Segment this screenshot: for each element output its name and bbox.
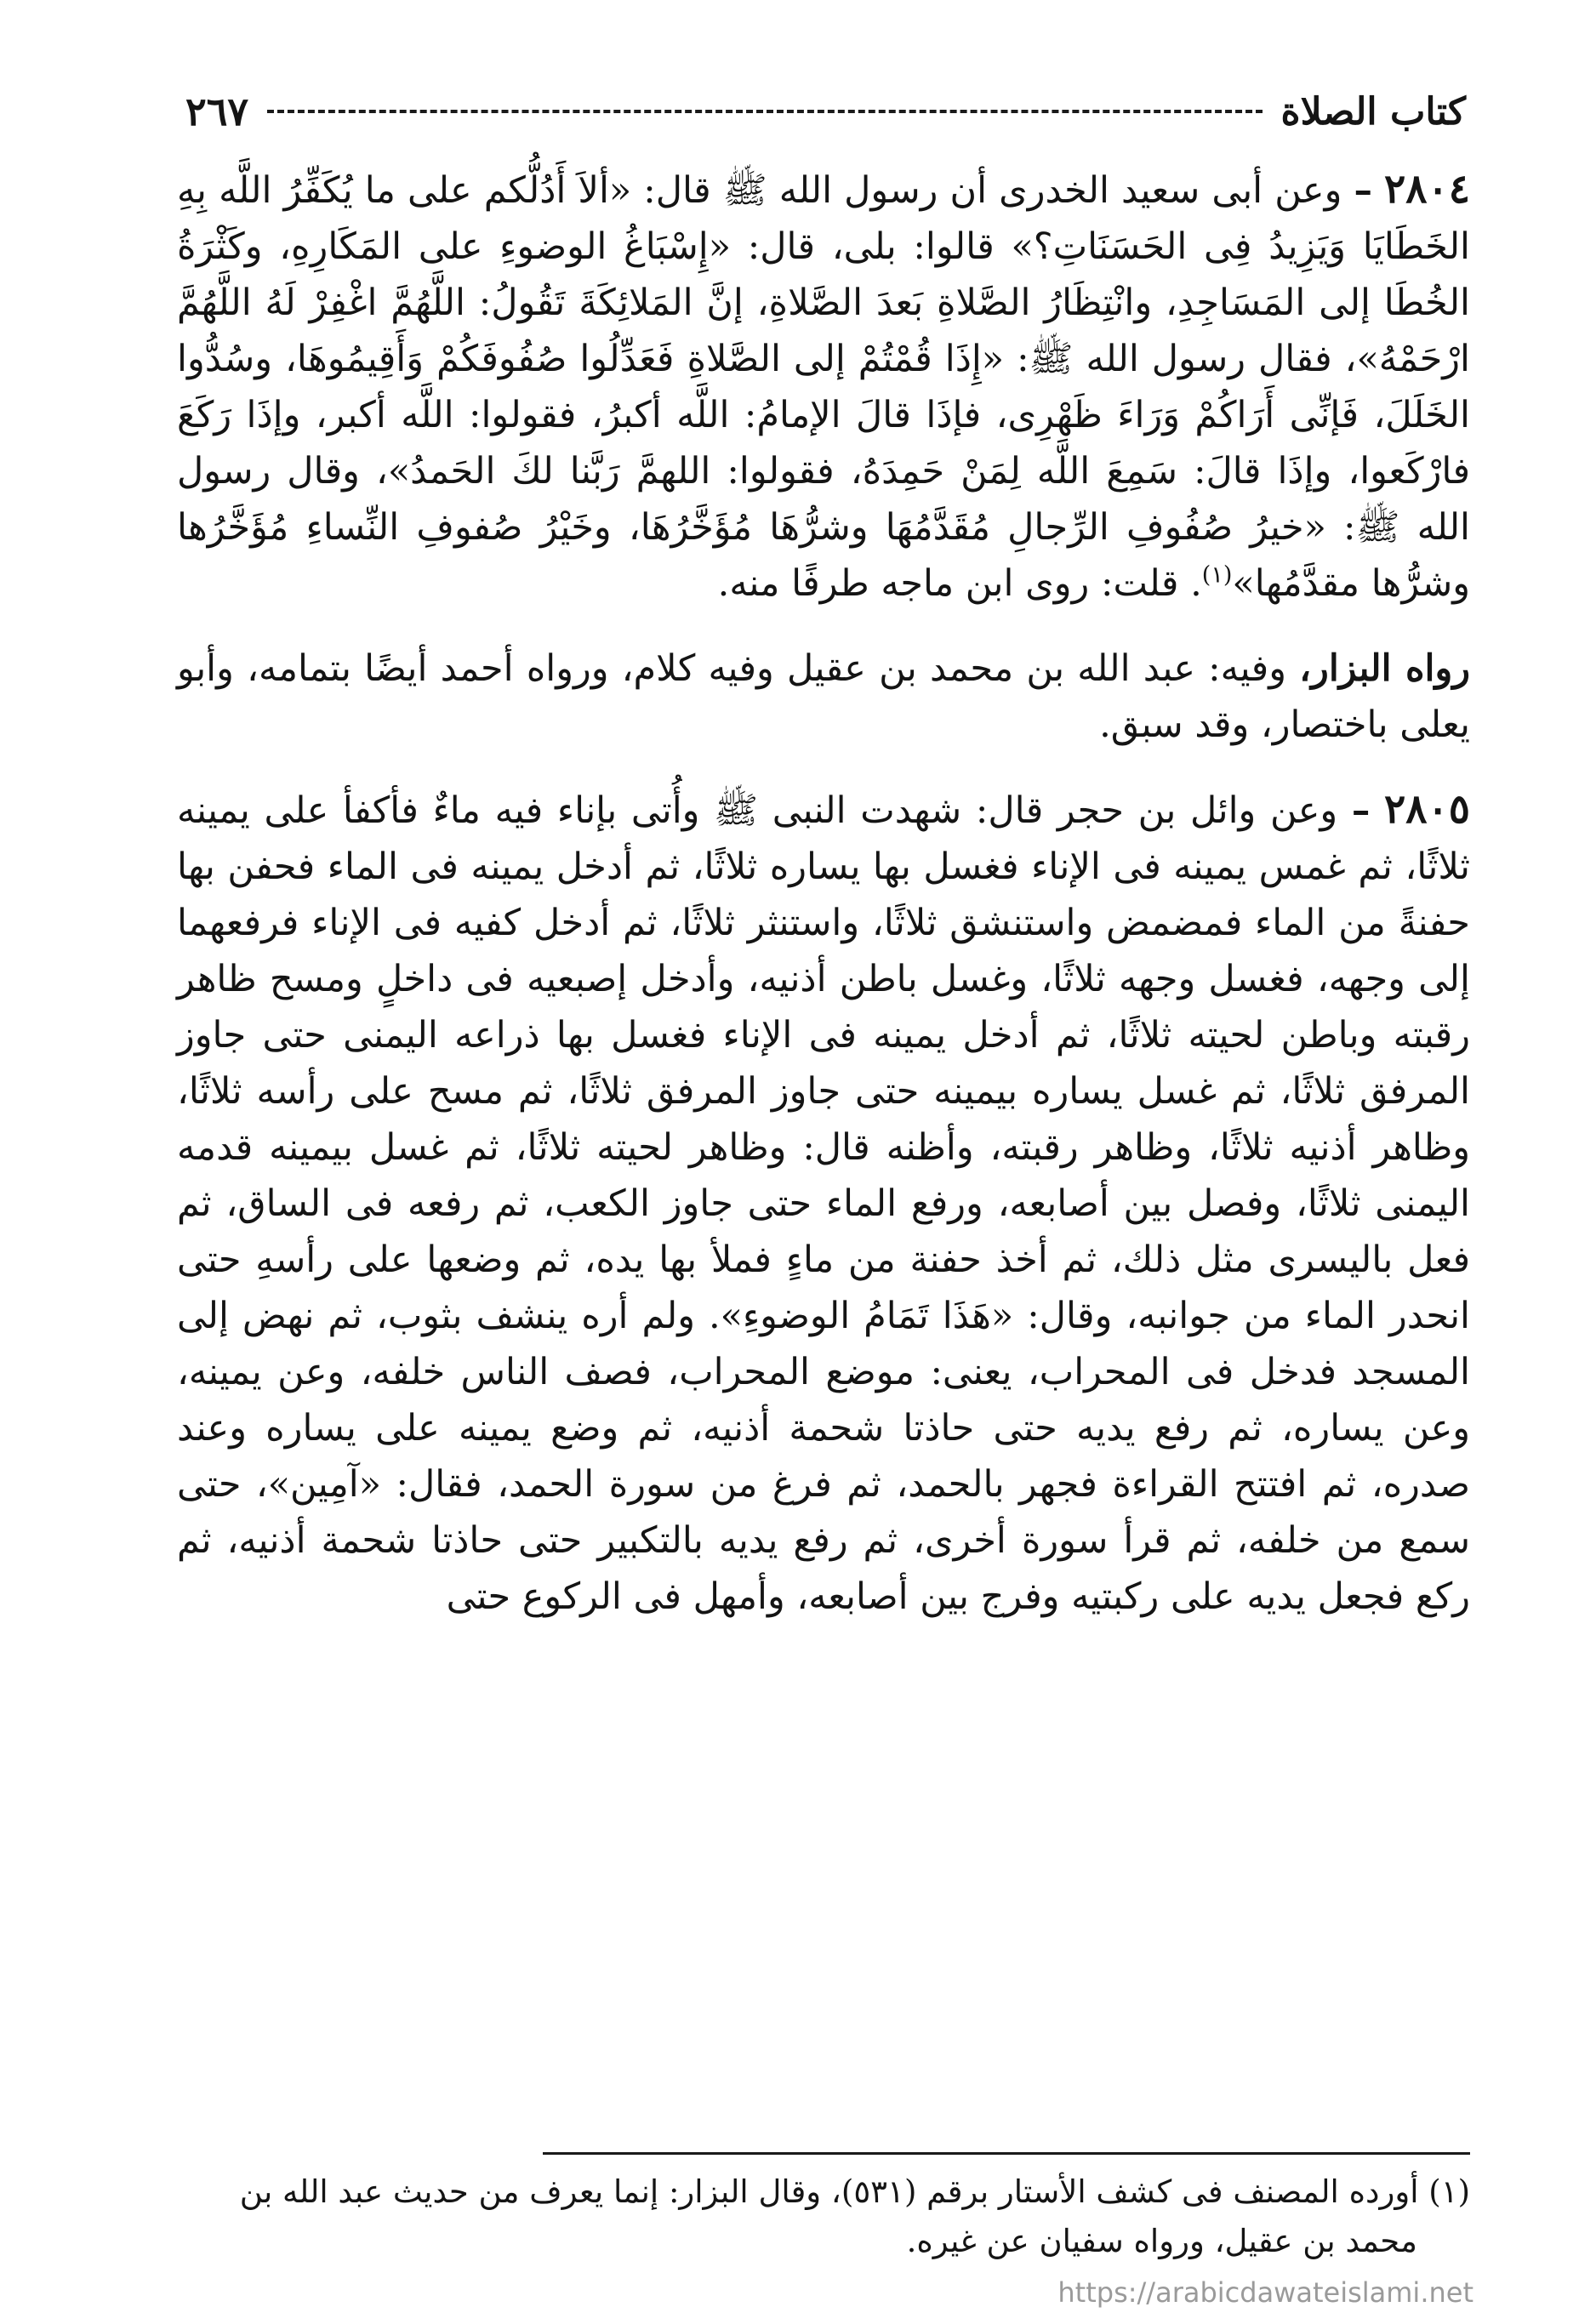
hadith-2804 [177,162,1470,612]
footnote [177,2167,1470,2266]
hadith-number: ٢٨٠٤ [1384,166,1470,213]
watermark-url: https://arabicdawateislami.net [1057,2276,1473,2309]
chapter-title: كتاب الصلاة [1280,89,1466,134]
hadith-separator: – [1354,169,1372,212]
main-text [177,162,1470,1654]
hadith-separator: – [1351,789,1371,832]
takhrij-note [177,641,1470,753]
note-text: وفيه: عبد الله بن محمد بن عقيل وفيه كلام، ورواه أحمد أيضًا بتمامه، وأبو يعلى باختصار، وقد سبق. [177,647,1470,746]
hadith-2805 [177,782,1470,1625]
header-dashed-rule [267,110,1262,113]
hadith-number: ٢٨٠٥ [1384,786,1470,833]
footnote-marker: (١) [1428,2173,1470,2210]
running-header [185,85,1466,138]
footnote-line-2: محمد بن عقيل، ورواه سفيان عن غيره. [906,2223,1417,2259]
hadith-text: وعن وائل بن حجر قال: شهدت النبى ﷺ وأُتى بإناء فيه ماءٌ فأكفأ على يمينه ثلاثًا، ثم غمس يمينه فى الإناء فغسل بها يساره ثلاثًا، ثم أدخل يمينه فى الماء فحفن بها حفنةً من الماء فمضمض واستنشق ثلاثًا، واستنثر ثلاثًا، ثم أدخل كفيه فى الإناء فرفعهما إلى وجهه، فغسل وجهه ثلاثًا، وغسل باطن أذنيه، وأدخل إصبعيه فى داخلٍ ومسح ظاهر رقبته وباطن لحيته ثلاثًا، ثم أدخل يمينه فى الإناء فغسل بها ذراعه اليمنى حتى جاوز المرفق ثلاثًا، ثم غسل يساره بيمينه حتى جاوز المرفق ثلاثًا، ثم مسح على رأسه ثلاثًا، وظاهر أذنيه ثلاثًا، وظاهر رقبته، وأظنه قال: وظاهر لحيته ثلاثًا، ثم غسل بيمينه قدمه اليمنى ثلاثًا، وفصل بين أصابعه، ورفع الماء حتى جاوز الكعب، ثم رفعه فى الساق، ثم فعل باليسرى مثل ذلك، ثم أخذ حفنة من ماءٍ فملأ بها يده، ثم وضعها على رأسهِ حتى انحدر الماء من جوانبه، وقال: «هَذَا تَمَامُ الوضوءِ». ولم أره ينشف بثوب، ثم نهض إلى المسجد فدخل فى المحراب، يعنى: موضع المحراب، فصف الناس خلفه، وعن يمينه، وعن يساره، ثم رفع يديه حتى حاذتا شحمة أذنيه، ثم وضع يمينه على يساره وعند صدره، ثم افتتح القراءة فجهر بالحمد، ثم فرغ من سورة الحمد، فقال: «آمِين»، حتى سمع من خلفه، ثم قرأ سورة أخرى، ثم رفع يديه بالتكبير حتى حاذتا شحمة أذنيه، ثم ركع فجعل يديه على ركبتيه وفرج بين أصابعه، وأمهل فى الركوع حتى [177,789,1470,1618]
note-lead: رواه البزار، [1299,647,1470,690]
hadith-text-tail: . قلت: روى ابن ماجه طرفًا منه. [717,562,1202,605]
footnote-line-1: أورده المصنف فى كشف الأستار برقم (٥٣١)، وقال البزار: إنما يعرف من حديث عبد الله بن [239,2173,1429,2210]
footnote-divider [543,2152,1470,2155]
hadith-text: وعن أبى سعيد الخدرى أن رسول الله ﷺ قال: «ألاَ أَدُلُّكم على ما يُكَفِّرُ اللَّه بِهِ الخَطَايَا وَيَزِيدُ فِى الحَسَنَاتِ؟» قالوا: بلى، قال: «إِسْبَاغُ الوضوءِ على المَكَارِهِ، وكَثْرَةُ الخُطَا إلى المَسَاجِدِ، وانْتِظَارُ الصَّلاةِ بَعدَ الصَّلاةِ، إنَّ المَلائِكَةَ تَقُولُ: اللَّهُمَّ اغْفِرْ لَهُ اللَّهُمَّ ارْحَمْهُ»، فقال رسول الله ﷺ: «إِذَا قُمْتُمْ إلى الصَّلاةِ فَعَدِّلُوا صُفُوفَكُمْ وَأَقِيمُوهَا، وسُدُّوا الخَلَلَ، فَإنِّى أَرَاكُمْ وَرَاءَ ظَهْرِى، فإذَا قالَ الإمامُ: اللَّه أكبرُ، فقولوا: اللَّه أكبر، وإذَا رَكَعَ فارْكَعوا، وإذَا قالَ: سَمِعَ اللَّه لِمَنْ حَمِدَهُ، فقولوا: اللهمَّ رَبَّنا لكَ الحَمدُ»، وقال رسول الله ﷺ: «خيرُ صُفُوفِ الرِّجالِ مُقَدَّمُهَا وشرُّهَا مُؤَخَّرُهَا، وخَيْرُ صُفوفِ النِّساءِ مُؤَخَّرُها وشرُّها مقدَّمُها» [177,169,1470,605]
page-number: ٢٦٧ [185,88,249,134]
footnote-reference: (١) [1201,561,1233,589]
